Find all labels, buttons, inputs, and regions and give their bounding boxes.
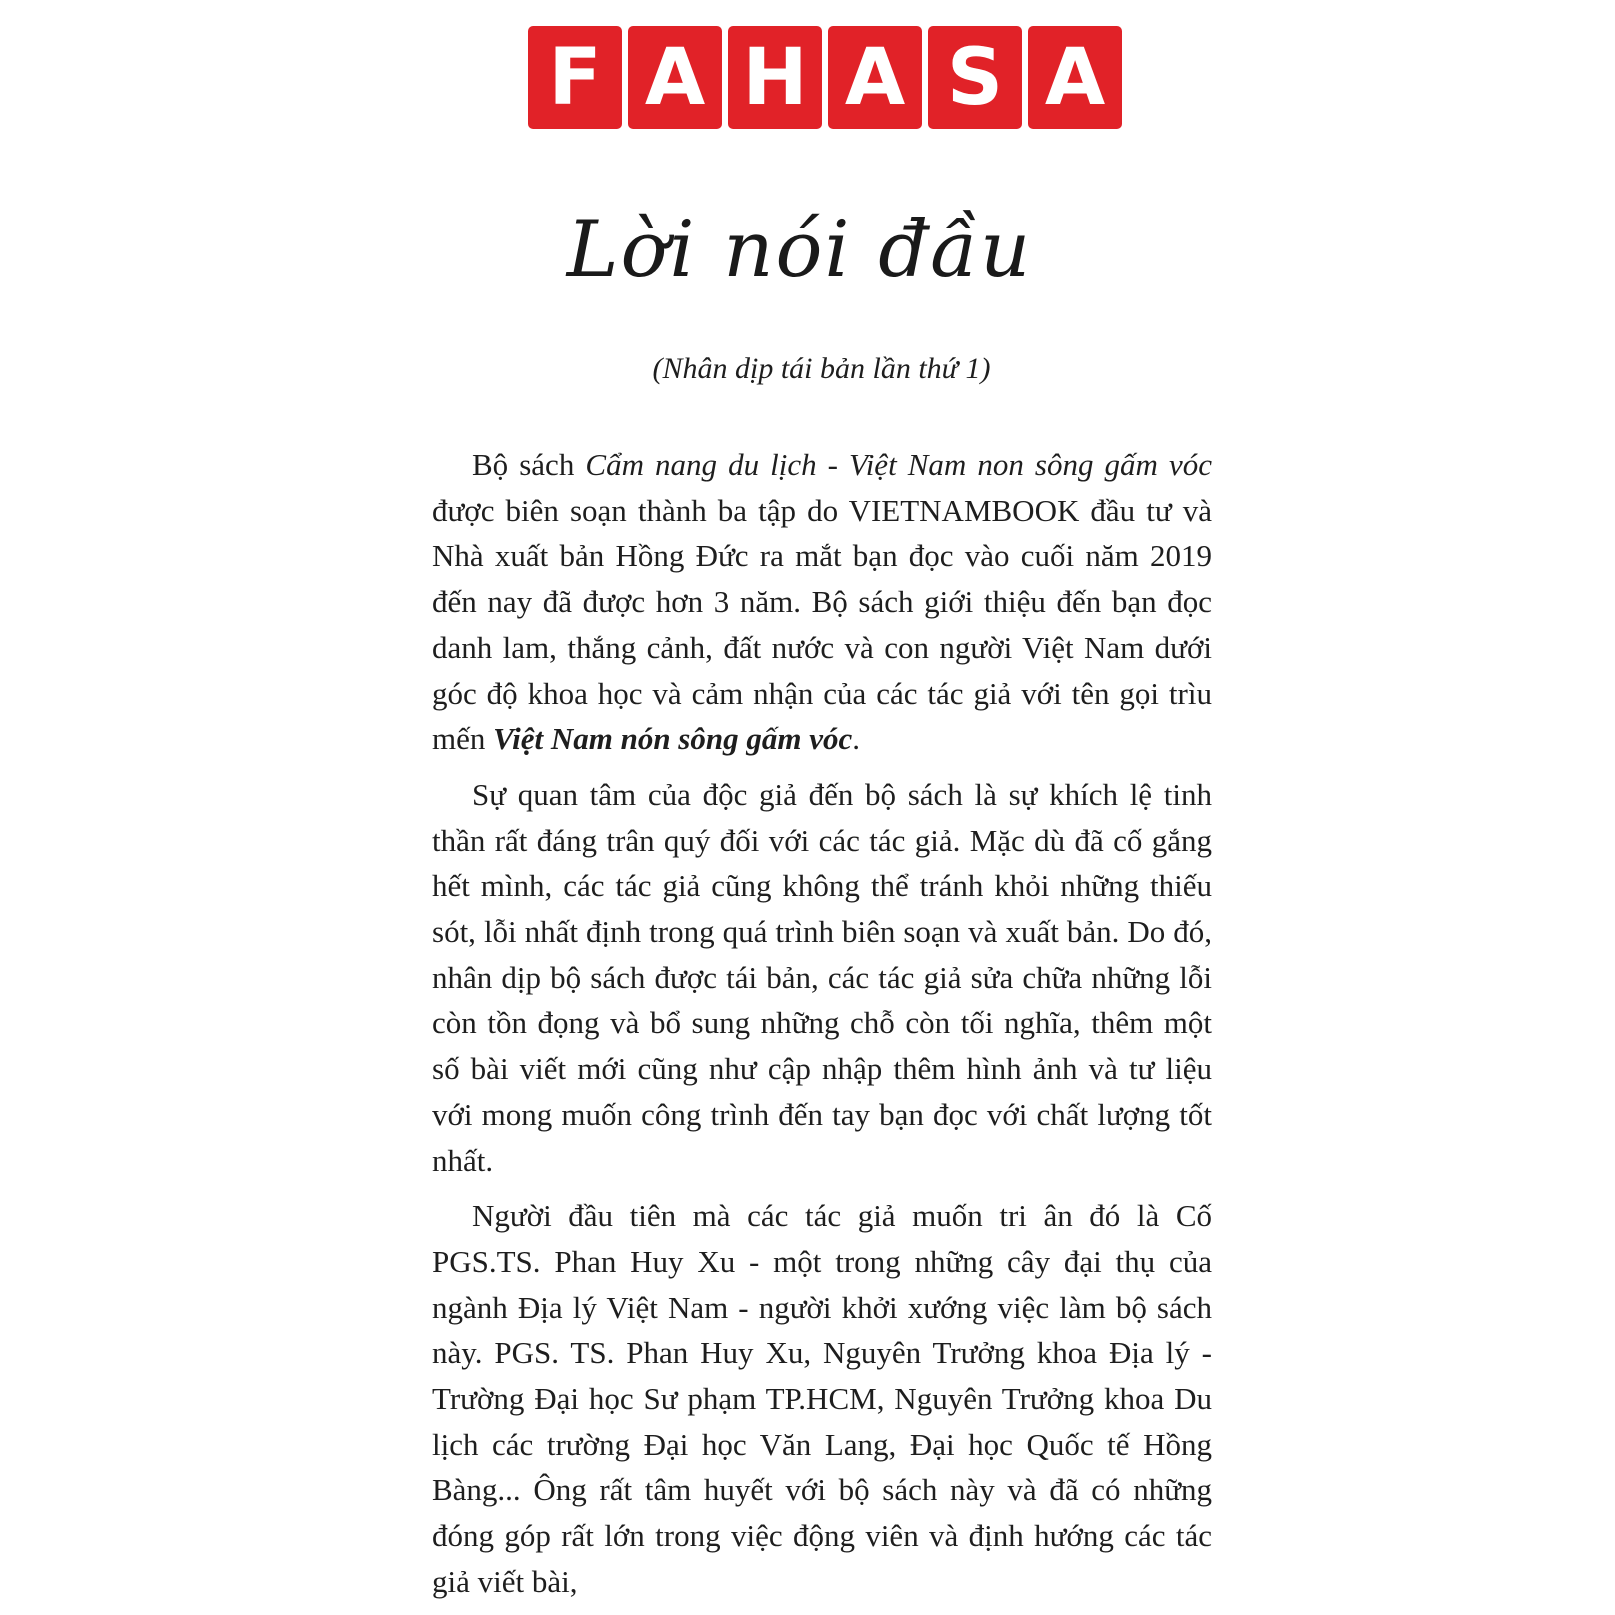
book-title-italic: Cẩm nang du lịch - Việt Nam non sông gấm vóc xyxy=(585,447,1213,482)
logo-letter: F xyxy=(528,26,622,129)
body-text xyxy=(432,442,1212,1615)
fahasa-logo xyxy=(528,26,1122,129)
paragraph-text: . xyxy=(852,721,860,757)
logo-letter: H xyxy=(728,26,822,129)
paragraph-text: Bộ sách xyxy=(472,447,586,482)
paragraph-2: Sự quan tâm của độc giả đến bộ sách là sự khích lệ tinh thần rất đáng trân quý đối với các tác giả. Mặc dù đã cố gắng hết mình, các tác giả cũng không thể tránh khỏi những thiếu sót, lỗi nhất định trong quá trình biên soạn và xuất bản. Do đó, nhân dịp bộ sách được tái bản, các tác giả sửa chữa những lỗi còn tồn đọng và bổ sung những chỗ còn tối nghĩa, thêm một số bài viết mới cũng như cập nhập thêm hình ảnh và tư liệu với mong muốn công trình đến tay bạn đọc với chất lượng tốt nhất. xyxy=(432,776,1212,1178)
logo-letter: S xyxy=(928,26,1022,129)
book-title-bold-italic: Việt Nam nón sông gấm vóc xyxy=(493,721,853,757)
paragraph-1 xyxy=(432,442,1212,762)
paragraph-text: được biên soạn thành ba tập do VIETNAMBOOK đầu tư và Nhà xuất bản Hồng Đức ra mắt bạn đọc vào cuối năm 2019 đến nay đã được hơn 3 năm. Bộ sách giới thiệu đến bạn đọc danh lam, thắng cảnh, đất nước và con người Việt Nam dưới góc độ khoa học và cảm nhận của các tác giả với tên gọi trìu mến xyxy=(432,492,1212,757)
logo-letter: A xyxy=(628,26,722,129)
page-subtitle: (Nhân dịp tái bản lần thứ 1) xyxy=(652,352,991,385)
page-title: Lời nói đầu xyxy=(566,205,1033,295)
paragraph-3: Người đầu tiên mà các tác giả muốn tri ân đó là Cố PGS.TS. Phan Huy Xu - một trong những cây đại thụ của ngành Địa lý Việt Nam - người khởi xướng việc làm bộ sách này. PGS. TS. Phan Huy Xu, Nguyên Trưởng khoa Địa lý - Trường Đại học Sư phạm TP.HCM, Nguyên Trưởng khoa Du lịch các trường Đại học Văn Lang, Đại học Quốc tế Hồng Bàng... Ông rất tâm huyết với bộ sách này và đã có những đóng góp rất lớn trong việc động viên và định hướng các tác giả viết bài, xyxy=(432,1198,1212,1599)
logo-letter: A xyxy=(1028,26,1122,129)
logo-letter: A xyxy=(828,26,922,129)
